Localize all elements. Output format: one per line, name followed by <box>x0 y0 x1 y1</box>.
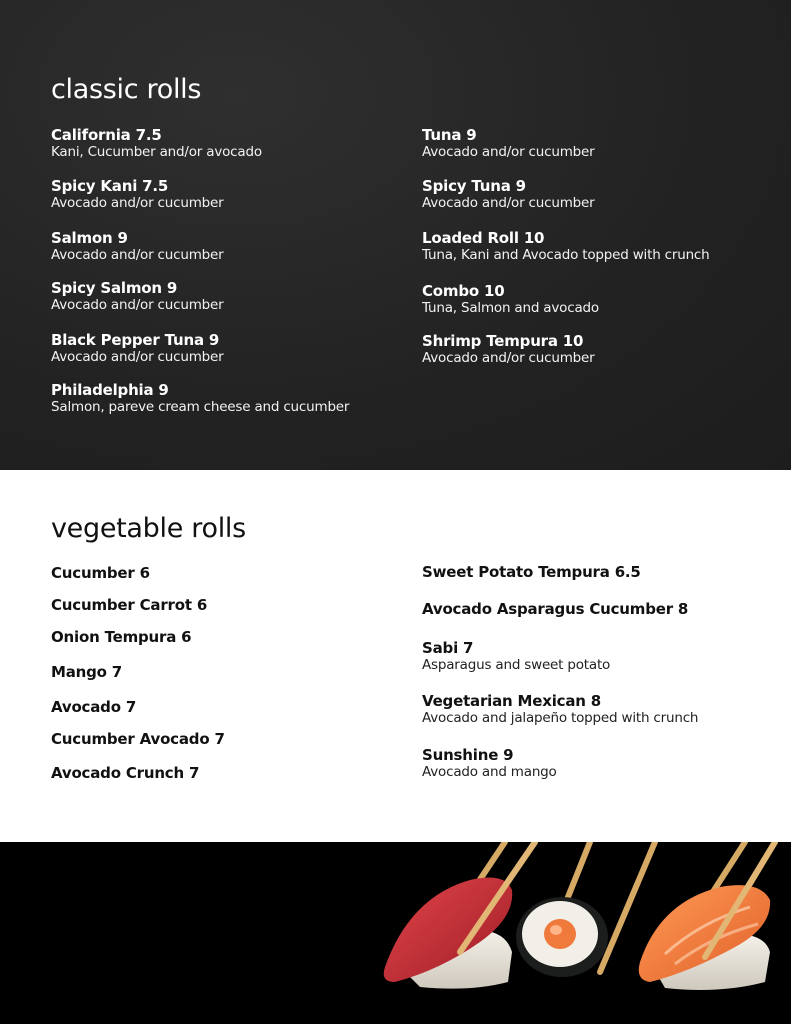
item-name: Spicy Kani 7.5 <box>51 177 169 195</box>
menu-item <box>51 699 136 716</box>
item-name: Sabi 7 <box>422 639 474 657</box>
item-name: Sunshine 9 <box>422 746 514 764</box>
menu-item <box>422 127 595 160</box>
menu-item <box>422 747 557 780</box>
item-name: Spicy Tuna 9 <box>422 177 526 195</box>
tuna-nigiri <box>384 878 512 989</box>
item-name: Spicy Salmon 9 <box>51 279 178 297</box>
item-description: Tuna, Salmon and avocado <box>422 300 599 316</box>
item-name: Combo 10 <box>422 282 505 300</box>
item-description: Avocado and/or cucumber <box>51 195 224 211</box>
item-description: Avocado and mango <box>422 764 557 780</box>
sushi-illustration <box>0 842 791 1024</box>
item-name: California 7.5 <box>51 126 162 144</box>
item-description: Avocado and jalapeño topped with crunch <box>422 710 699 726</box>
menu-item <box>51 332 224 365</box>
menu-item <box>422 283 599 316</box>
vegetable-rolls-section <box>0 470 791 842</box>
menu-item <box>422 693 698 726</box>
menu-item <box>51 765 199 782</box>
item-name: Sweet Potato Tempura 6.5 <box>422 563 641 581</box>
menu-item <box>422 333 595 366</box>
menu-item <box>422 564 641 581</box>
menu-item <box>51 629 191 646</box>
menu-item <box>51 565 150 582</box>
classic-rolls-section <box>0 0 791 470</box>
item-name: Vegetarian Mexican 8 <box>422 692 601 710</box>
item-name: Onion Tempura 6 <box>51 628 192 646</box>
item-name: Cucumber 6 <box>51 564 150 582</box>
item-description: Avocado and/or cucumber <box>51 297 224 313</box>
item-name: Tuna 9 <box>422 126 477 144</box>
menu-item <box>51 127 262 160</box>
item-name: Cucumber Carrot 6 <box>51 596 208 614</box>
item-name: Black Pepper Tuna 9 <box>51 331 220 349</box>
menu-item <box>51 664 122 681</box>
item-name: Philadelphia 9 <box>51 381 169 399</box>
menu-item <box>51 178 224 211</box>
item-description: Avocado and/or cucumber <box>422 195 595 211</box>
item-name: Avocado Crunch 7 <box>51 764 200 782</box>
menu-item <box>51 230 224 263</box>
item-name: Avocado 7 <box>51 698 137 716</box>
item-name: Loaded Roll 10 <box>422 229 545 247</box>
item-name: Avocado Asparagus Cucumber 8 <box>422 600 689 618</box>
item-name: Mango 7 <box>51 663 123 681</box>
classic-rolls-title: classic rolls <box>51 74 202 105</box>
item-description: Tuna, Kani and Avocado topped with crunch <box>422 247 710 263</box>
menu-item <box>422 230 710 263</box>
item-description: Kani, Cucumber and/or avocado <box>51 144 262 160</box>
item-name: Salmon 9 <box>51 229 128 247</box>
item-name: Shrimp Tempura 10 <box>422 332 584 350</box>
item-description: Avocado and/or cucumber <box>422 144 595 160</box>
menu-item <box>422 601 688 618</box>
salmon-nigiri <box>639 885 770 990</box>
menu-item <box>51 382 349 415</box>
menu-item <box>422 178 595 211</box>
menu-item <box>51 731 225 748</box>
vegetable-rolls-title: vegetable rolls <box>51 513 246 544</box>
item-description: Avocado and/or cucumber <box>51 247 224 263</box>
sushi-photo-banner <box>0 842 791 1024</box>
item-description: Asparagus and sweet potato <box>422 657 611 673</box>
maki-roll <box>516 897 608 977</box>
menu-item <box>422 640 610 673</box>
item-name: Cucumber Avocado 7 <box>51 730 225 748</box>
menu-item <box>51 597 207 614</box>
item-description: Avocado and/or cucumber <box>422 350 595 366</box>
item-description: Avocado and/or cucumber <box>51 349 224 365</box>
menu-item <box>51 280 224 313</box>
item-description: Salmon, pareve cream cheese and cucumber <box>51 399 350 415</box>
